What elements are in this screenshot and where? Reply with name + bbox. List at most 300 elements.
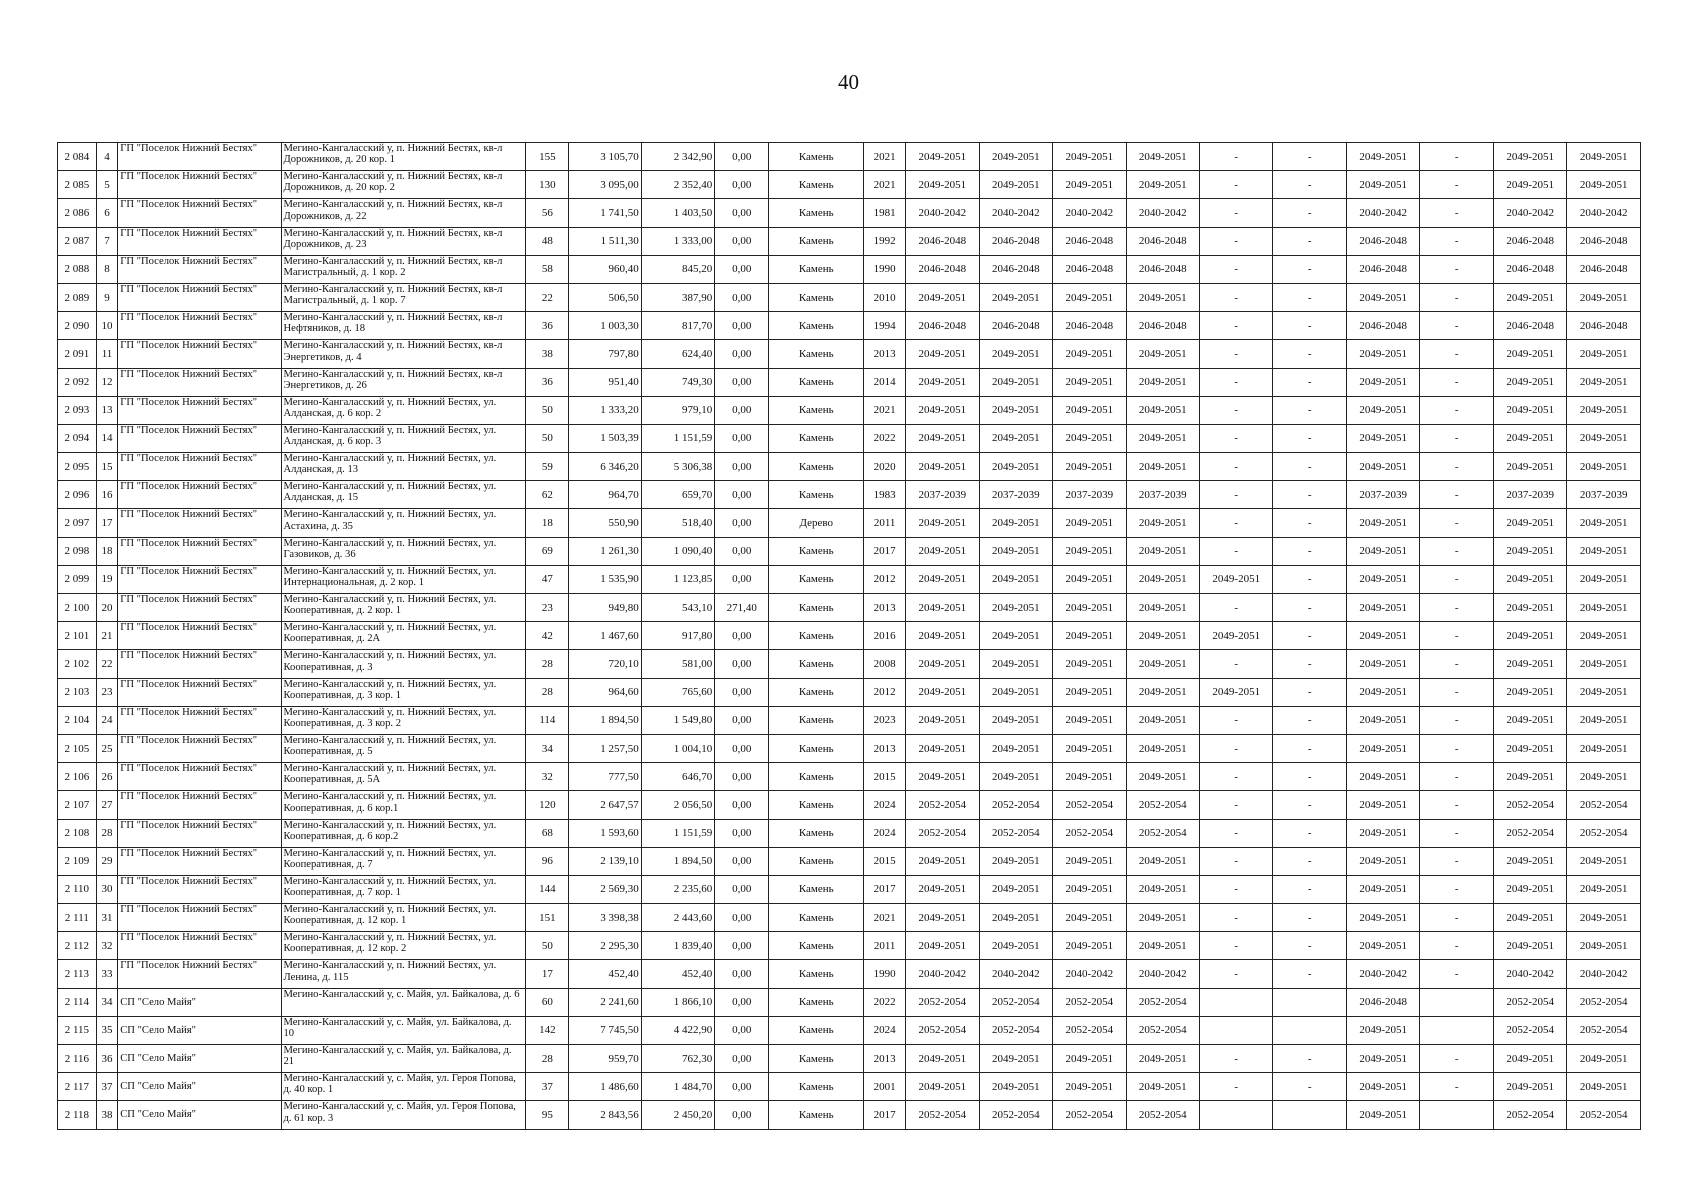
residential-area-cell: 1 549,80 [641,706,714,734]
period-cell-3: 2049-2051 [1053,283,1126,311]
housing-registry-table [57,142,1641,1130]
table-row [58,706,1641,734]
period-cell-3: 2049-2051 [1053,424,1126,452]
nonresidential-area-cell: 0,00 [715,1016,769,1044]
nonresidential-area-cell: 0,00 [715,622,769,650]
row-number-cell: 27 [96,791,117,819]
residential-area-cell: 4 422,90 [641,1016,714,1044]
period-cell-3: 2052-2054 [1053,791,1126,819]
period-cell-7: 2049-2051 [1346,424,1419,452]
address-cell: Мегино-Кангаласский у, п. Нижний Бестях, ул. Кооперативная, д. 12 кор. 1 [281,904,526,932]
period-cell-2: 2049-2051 [979,143,1052,171]
nonresidential-area-cell: 0,00 [715,340,769,368]
wall-material-cell: Камень [769,283,864,311]
record-id-cell: 2 112 [58,932,97,960]
apartments-cell: 56 [526,199,569,227]
wall-material-cell: Камень [769,565,864,593]
period-cell-2: 2052-2054 [979,1101,1052,1129]
address-cell: Мегино-Кангаласский у, п. Нижний Бестях, ул. Алданская, д. 6 кор. 3 [281,424,526,452]
period-cell-8: - [1420,368,1493,396]
period-cell-6 [1273,1016,1346,1044]
apartments-cell: 50 [526,932,569,960]
row-number-cell: 17 [96,509,117,537]
period-cell-6: - [1273,283,1346,311]
build-year-cell: 2013 [864,340,906,368]
wall-material-cell: Камень [769,594,864,622]
row-number-cell: 31 [96,904,117,932]
wall-material-cell: Камень [769,706,864,734]
period-cell-10: 2049-2051 [1567,706,1641,734]
organization-cell: ГП "Поселок Нижний Бестях" [118,312,281,340]
residential-area-cell: 2 443,60 [641,904,714,932]
period-cell-6: - [1273,932,1346,960]
period-cell-1: 2049-2051 [906,847,979,875]
row-number-cell: 21 [96,622,117,650]
total-area-cell: 964,60 [569,678,641,706]
row-number-cell: 11 [96,340,117,368]
table-row [58,143,1641,171]
period-cell-9: 2037-2039 [1493,481,1566,509]
period-cell-5: - [1200,424,1273,452]
build-year-cell: 2024 [864,1016,906,1044]
period-cell-6: - [1273,706,1346,734]
address-cell: Мегино-Кангаласский у, п. Нижний Бестях, ул. Кооперативная, д. 3 кор. 1 [281,678,526,706]
total-area-cell: 1 894,50 [569,706,641,734]
period-cell-1: 2040-2042 [906,960,979,988]
period-cell-4: 2049-2051 [1126,875,1199,903]
period-cell-5: - [1200,368,1273,396]
apartments-cell: 144 [526,875,569,903]
period-cell-4: 2049-2051 [1126,340,1199,368]
period-cell-5 [1200,988,1273,1016]
residential-area-cell: 646,70 [641,763,714,791]
period-cell-7: 2046-2048 [1346,255,1419,283]
total-area-cell: 1 741,50 [569,199,641,227]
build-year-cell: 2014 [864,368,906,396]
apartments-cell: 38 [526,340,569,368]
period-cell-6: - [1273,509,1346,537]
period-cell-5: - [1200,312,1273,340]
record-id-cell: 2 106 [58,763,97,791]
period-cell-10: 2052-2054 [1567,791,1641,819]
build-year-cell: 2021 [864,396,906,424]
period-cell-8: - [1420,481,1493,509]
period-cell-2: 2049-2051 [979,509,1052,537]
period-cell-2: 2049-2051 [979,594,1052,622]
total-area-cell: 2 843,56 [569,1101,641,1129]
row-number-cell: 5 [96,171,117,199]
row-number-cell: 9 [96,283,117,311]
organization-cell: ГП "Поселок Нижний Бестях" [118,453,281,481]
record-id-cell: 2 099 [58,565,97,593]
apartments-cell: 142 [526,1016,569,1044]
period-cell-8: - [1420,875,1493,903]
period-cell-6: - [1273,1073,1346,1101]
address-cell: Мегино-Кангаласский у, с. Майя, ул. Байкалова, д. 6 [281,988,526,1016]
period-cell-6: - [1273,368,1346,396]
period-cell-9: 2046-2048 [1493,255,1566,283]
organization-cell: ГП "Поселок Нижний Бестях" [118,622,281,650]
period-cell-5: - [1200,396,1273,424]
record-id-cell: 2 085 [58,171,97,199]
row-number-cell: 33 [96,960,117,988]
residential-area-cell: 765,60 [641,678,714,706]
period-cell-6: - [1273,875,1346,903]
organization-cell: ГП "Поселок Нижний Бестях" [118,368,281,396]
wall-material-cell: Камень [769,763,864,791]
period-cell-7: 2040-2042 [1346,199,1419,227]
record-id-cell: 2 087 [58,227,97,255]
organization-cell: ГП "Поселок Нижний Бестях" [118,960,281,988]
period-cell-4: 2040-2042 [1126,960,1199,988]
period-cell-2: 2049-2051 [979,340,1052,368]
period-cell-8: - [1420,734,1493,762]
period-cell-9: 2052-2054 [1493,1016,1566,1044]
period-cell-6: - [1273,396,1346,424]
residential-area-cell: 659,70 [641,481,714,509]
apartments-cell: 18 [526,509,569,537]
wall-material-cell: Камень [769,368,864,396]
build-year-cell: 2008 [864,650,906,678]
period-cell-3: 2049-2051 [1053,368,1126,396]
wall-material-cell: Камень [769,1073,864,1101]
period-cell-9: 2049-2051 [1493,650,1566,678]
period-cell-9: 2049-2051 [1493,537,1566,565]
period-cell-6: - [1273,1045,1346,1073]
period-cell-7: 2049-2051 [1346,340,1419,368]
period-cell-6: - [1273,763,1346,791]
organization-cell: ГП "Поселок Нижний Бестях" [118,678,281,706]
period-cell-3: 2049-2051 [1053,340,1126,368]
table-row [58,227,1641,255]
row-number-cell: 22 [96,650,117,678]
total-area-cell: 777,50 [569,763,641,791]
period-cell-8 [1420,1101,1493,1129]
build-year-cell: 2015 [864,763,906,791]
period-cell-9: 2046-2048 [1493,312,1566,340]
nonresidential-area-cell: 0,00 [715,227,769,255]
row-number-cell: 6 [96,199,117,227]
period-cell-8: - [1420,622,1493,650]
address-cell: Мегино-Кангаласский у, п. Нижний Бестях, ул. Кооперативная, д. 2 кор. 1 [281,594,526,622]
period-cell-7: 2049-2051 [1346,678,1419,706]
period-cell-1: 2049-2051 [906,143,979,171]
period-cell-5: - [1200,932,1273,960]
apartments-cell: 37 [526,1073,569,1101]
total-area-cell: 7 745,50 [569,1016,641,1044]
row-number-cell: 32 [96,932,117,960]
organization-cell: ГП "Поселок Нижний Бестях" [118,537,281,565]
period-cell-8: - [1420,932,1493,960]
period-cell-3: 2049-2051 [1053,565,1126,593]
build-year-cell: 2013 [864,734,906,762]
period-cell-5: 2049-2051 [1200,565,1273,593]
period-cell-3: 2046-2048 [1053,227,1126,255]
period-cell-10: 2049-2051 [1567,763,1641,791]
period-cell-4: 2052-2054 [1126,819,1199,847]
period-cell-3: 2049-2051 [1053,847,1126,875]
period-cell-7: 2049-2051 [1346,1073,1419,1101]
period-cell-3: 2049-2051 [1053,171,1126,199]
record-id-cell: 2 092 [58,368,97,396]
nonresidential-area-cell: 0,00 [715,481,769,509]
address-cell: Мегино-Кангаласский у, п. Нижний Бестях, кв-л Нефтяников, д. 18 [281,312,526,340]
period-cell-2: 2049-2051 [979,763,1052,791]
residential-area-cell: 817,70 [641,312,714,340]
period-cell-8: - [1420,791,1493,819]
record-id-cell: 2 097 [58,509,97,537]
period-cell-5: - [1200,481,1273,509]
period-cell-4: 2049-2051 [1126,453,1199,481]
period-cell-8: - [1420,819,1493,847]
period-cell-9: 2049-2051 [1493,622,1566,650]
period-cell-5: - [1200,1073,1273,1101]
period-cell-10: 2052-2054 [1567,1101,1641,1129]
period-cell-1: 2049-2051 [906,565,979,593]
organization-cell: ГП "Поселок Нижний Бестях" [118,227,281,255]
period-cell-4: 2052-2054 [1126,1016,1199,1044]
period-cell-9: 2052-2054 [1493,819,1566,847]
apartments-cell: 120 [526,791,569,819]
row-number-cell: 16 [96,481,117,509]
row-number-cell: 8 [96,255,117,283]
period-cell-5: - [1200,763,1273,791]
period-cell-10: 2049-2051 [1567,453,1641,481]
period-cell-9: 2049-2051 [1493,171,1566,199]
address-cell: Мегино-Кангаласский у, п. Нижний Бестях, ул. Кооперативная, д. 5А [281,763,526,791]
nonresidential-area-cell: 0,00 [715,904,769,932]
period-cell-5: - [1200,537,1273,565]
period-cell-1: 2049-2051 [906,706,979,734]
period-cell-7: 2049-2051 [1346,1016,1419,1044]
period-cell-4: 2049-2051 [1126,847,1199,875]
period-cell-9: 2052-2054 [1493,1101,1566,1129]
period-cell-2: 2049-2051 [979,453,1052,481]
period-cell-1: 2049-2051 [906,763,979,791]
total-area-cell: 1 535,90 [569,565,641,593]
period-cell-9: 2049-2051 [1493,565,1566,593]
period-cell-2: 2046-2048 [979,255,1052,283]
period-cell-2: 2052-2054 [979,819,1052,847]
period-cell-8: - [1420,1073,1493,1101]
period-cell-4: 2049-2051 [1126,594,1199,622]
row-number-cell: 25 [96,734,117,762]
period-cell-4: 2049-2051 [1126,565,1199,593]
period-cell-6: - [1273,734,1346,762]
nonresidential-area-cell: 0,00 [715,312,769,340]
period-cell-10: 2049-2051 [1567,1045,1641,1073]
period-cell-3: 2040-2042 [1053,199,1126,227]
organization-cell: СП "Село Майя" [118,1016,281,1044]
nonresidential-area-cell: 0,00 [715,960,769,988]
wall-material-cell: Камень [769,143,864,171]
period-cell-9: 2049-2051 [1493,368,1566,396]
period-cell-7: 2049-2051 [1346,904,1419,932]
nonresidential-area-cell: 0,00 [715,1073,769,1101]
period-cell-10: 2049-2051 [1567,904,1641,932]
period-cell-5: - [1200,227,1273,255]
address-cell: Мегино-Кангаласский у, п. Нижний Бестях, кв-л Энергетиков, д. 4 [281,340,526,368]
record-id-cell: 2 086 [58,199,97,227]
period-cell-6: - [1273,537,1346,565]
period-cell-1: 2049-2051 [906,1045,979,1073]
period-cell-9: 2049-2051 [1493,340,1566,368]
period-cell-7: 2049-2051 [1346,453,1419,481]
table-row [58,509,1641,537]
organization-cell: ГП "Поселок Нижний Бестях" [118,396,281,424]
wall-material-cell: Камень [769,1045,864,1073]
organization-cell: ГП "Поселок Нижний Бестях" [118,199,281,227]
period-cell-8: - [1420,678,1493,706]
nonresidential-area-cell: 0,00 [715,565,769,593]
wall-material-cell: Камень [769,340,864,368]
page-number: 40 [838,70,859,94]
build-year-cell: 2017 [864,875,906,903]
period-cell-10: 2052-2054 [1567,819,1641,847]
period-cell-1: 2049-2051 [906,650,979,678]
row-number-cell: 26 [96,763,117,791]
period-cell-7: 2049-2051 [1346,875,1419,903]
nonresidential-area-cell: 0,00 [715,1101,769,1129]
build-year-cell: 2012 [864,565,906,593]
period-cell-10: 2049-2051 [1567,537,1641,565]
table-row [58,932,1641,960]
table-row [58,819,1641,847]
period-cell-7: 2049-2051 [1346,537,1419,565]
residential-area-cell: 979,10 [641,396,714,424]
wall-material-cell: Камень [769,650,864,678]
period-cell-7: 2049-2051 [1346,734,1419,762]
period-cell-6 [1273,1101,1346,1129]
organization-cell: ГП "Поселок Нижний Бестях" [118,171,281,199]
period-cell-4: 2040-2042 [1126,199,1199,227]
period-cell-5: - [1200,819,1273,847]
nonresidential-area-cell: 0,00 [715,706,769,734]
period-cell-7: 2049-2051 [1346,847,1419,875]
apartments-cell: 23 [526,594,569,622]
organization-cell: ГП "Поселок Нижний Бестях" [118,565,281,593]
table-row [58,312,1641,340]
address-cell: Мегино-Кангаласский у, п. Нижний Бестях, ул. Кооперативная, д. 3 кор. 2 [281,706,526,734]
period-cell-1: 2049-2051 [906,875,979,903]
wall-material-cell: Камень [769,734,864,762]
nonresidential-area-cell: 0,00 [715,255,769,283]
total-area-cell: 2 569,30 [569,875,641,903]
residential-area-cell: 1 333,00 [641,227,714,255]
period-cell-5: - [1200,1045,1273,1073]
table-row [58,594,1641,622]
table-row [58,650,1641,678]
table-row [58,960,1641,988]
build-year-cell: 2022 [864,988,906,1016]
table-row [58,904,1641,932]
record-id-cell: 2 111 [58,904,97,932]
residential-area-cell: 1 151,59 [641,424,714,452]
build-year-cell: 2020 [864,453,906,481]
table-row [58,424,1641,452]
period-cell-1: 2049-2051 [906,734,979,762]
total-area-cell: 964,70 [569,481,641,509]
residential-area-cell: 387,90 [641,283,714,311]
total-area-cell: 2 647,57 [569,791,641,819]
apartments-cell: 130 [526,171,569,199]
period-cell-3: 2049-2051 [1053,594,1126,622]
period-cell-2: 2049-2051 [979,678,1052,706]
address-cell: Мегино-Кангаласский у, п. Нижний Бестях, ул. Кооперативная, д. 5 [281,734,526,762]
apartments-cell: 58 [526,255,569,283]
wall-material-cell: Камень [769,312,864,340]
nonresidential-area-cell: 0,00 [715,1045,769,1073]
period-cell-3: 2049-2051 [1053,678,1126,706]
period-cell-8: - [1420,171,1493,199]
build-year-cell: 2010 [864,283,906,311]
table-row [58,622,1641,650]
record-id-cell: 2 094 [58,424,97,452]
period-cell-8: - [1420,143,1493,171]
record-id-cell: 2 088 [58,255,97,283]
nonresidential-area-cell: 0,00 [715,537,769,565]
period-cell-6: - [1273,960,1346,988]
nonresidential-area-cell: 0,00 [715,368,769,396]
period-cell-8: - [1420,594,1493,622]
period-cell-9: 2049-2051 [1493,678,1566,706]
period-cell-2: 2049-2051 [979,875,1052,903]
period-cell-4: 2049-2051 [1126,424,1199,452]
period-cell-9: 2049-2051 [1493,1073,1566,1101]
table-row [58,847,1641,875]
record-id-cell: 2 098 [58,537,97,565]
period-cell-4: 2049-2051 [1126,396,1199,424]
nonresidential-area-cell: 0,00 [715,283,769,311]
period-cell-1: 2040-2042 [906,199,979,227]
period-cell-7: 2046-2048 [1346,988,1419,1016]
nonresidential-area-cell: 0,00 [715,424,769,452]
row-number-cell: 10 [96,312,117,340]
table-row [58,1045,1641,1073]
period-cell-4: 2046-2048 [1126,312,1199,340]
period-cell-6: - [1273,199,1346,227]
period-cell-10: 2049-2051 [1567,424,1641,452]
period-cell-3: 2049-2051 [1053,396,1126,424]
organization-cell: ГП "Поселок Нижний Бестях" [118,706,281,734]
period-cell-6: - [1273,565,1346,593]
total-area-cell: 1 333,20 [569,396,641,424]
nonresidential-area-cell: 271,40 [715,594,769,622]
period-cell-10: 2040-2042 [1567,199,1641,227]
period-cell-9: 2049-2051 [1493,875,1566,903]
address-cell: Мегино-Кангаласский у, с. Майя, ул. Героя Попова, д. 61 кор. 3 [281,1101,526,1129]
total-area-cell: 452,40 [569,960,641,988]
period-cell-10: 2049-2051 [1567,368,1641,396]
period-cell-7: 2049-2051 [1346,650,1419,678]
period-cell-5: - [1200,650,1273,678]
period-cell-1: 2049-2051 [906,932,979,960]
period-cell-1: 2049-2051 [906,171,979,199]
period-cell-4: 2049-2051 [1126,509,1199,537]
wall-material-cell: Камень [769,904,864,932]
period-cell-9: 2049-2051 [1493,932,1566,960]
row-number-cell: 34 [96,988,117,1016]
period-cell-8: - [1420,424,1493,452]
build-year-cell: 2011 [864,932,906,960]
period-cell-1: 2052-2054 [906,988,979,1016]
address-cell: Мегино-Кангаласский у, с. Майя, ул. Байкалова, д. 10 [281,1016,526,1044]
period-cell-6: - [1273,650,1346,678]
period-cell-2: 2040-2042 [979,199,1052,227]
record-id-cell: 2 110 [58,875,97,903]
table-row [58,1101,1641,1129]
apartments-cell: 34 [526,734,569,762]
